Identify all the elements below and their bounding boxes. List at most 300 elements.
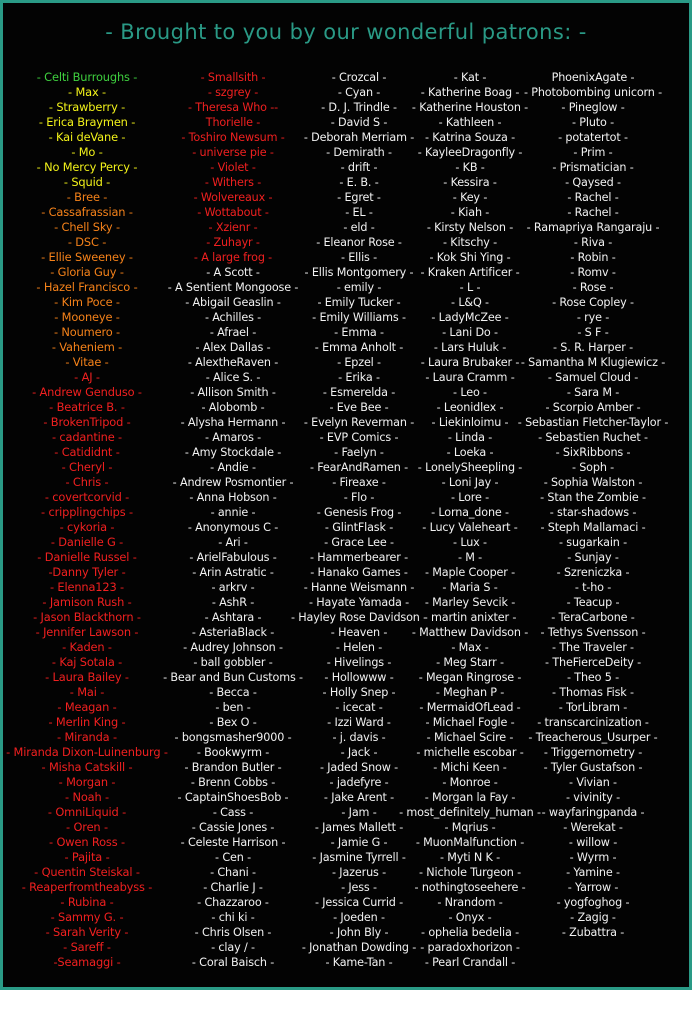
patron-name: - Merlin King - (48, 715, 126, 729)
patron-name: - Achilles - (204, 311, 262, 324)
patron-name: - Hanako Games - (310, 566, 408, 579)
patron-name: - Chris Olsen - (194, 926, 272, 939)
patron-name: - Elenna123 - (49, 580, 125, 594)
patron-name: - Misha Catskill - (41, 760, 133, 774)
patron-name: - CaptainShoesBob - (177, 791, 289, 804)
patron-name: - transcarcinization - (537, 716, 649, 729)
patron-name: - Noumero - (53, 325, 121, 339)
patron-name: - Strawberry - (48, 100, 126, 114)
patron-name: - Alysha Hermann - (180, 416, 286, 429)
patron-name: - Kessira - (443, 176, 497, 189)
patron-name: - LonelySheepling - (417, 461, 523, 474)
patron-name: - Anna Hobson - (189, 491, 277, 504)
patron-name: - Lorna_done - (431, 506, 509, 519)
patron-name: - Kaj Sotala - (51, 655, 123, 669)
patron-name: - ben - (215, 701, 251, 714)
patron-name: - Onyx - (448, 911, 492, 924)
patron-name: - Brandon Butler - (184, 761, 282, 774)
patron-name: - Jack - (340, 746, 378, 759)
patron-name: - Brenn Cobbs - (190, 776, 276, 789)
patron-name: - Ramapriya Rangaraju - (526, 221, 660, 234)
patron-name: - A Scott - (206, 266, 260, 279)
patron-name: - potatertot - (558, 131, 628, 144)
patron-name: - Hayley Rose Davidson - (290, 611, 428, 624)
patron-name: - Leo - (453, 386, 487, 399)
patron-name: - Stan the Zombie - (540, 491, 646, 504)
patron-name: - Nichole Turgeon - (419, 866, 521, 879)
patron-name: - Chazzaroo - (197, 896, 269, 909)
patron-name: - Meg Starr - (436, 656, 504, 669)
patron-name: - Nrandom - (437, 896, 503, 909)
patron-name: - Jasmine Tyrrell - (312, 851, 406, 864)
patron-name: - Demirath - (326, 146, 392, 159)
patron-name: - Faelyn - (334, 446, 384, 459)
patron-name: - Sophia Walston - (543, 476, 643, 489)
patron-name: - Andrew Genduso - (32, 385, 142, 399)
patron-name: - Chris - (65, 475, 109, 489)
patron-name: - Matthew Davidson - (411, 626, 529, 639)
patron-name: - Sebastian Fletcher-Taylor - (517, 416, 669, 429)
patron-name: - Hivelings - (326, 656, 392, 669)
patron-name: - Chani - (210, 866, 256, 879)
patron-name: - Mo - (71, 145, 103, 159)
patron-name: - Maria S - (442, 581, 498, 594)
patron-name: - Katherine Houston - (411, 101, 529, 114)
patron-name: - cripplingchips - (41, 505, 133, 519)
patron-name: - A Sentient Mongoose - (167, 281, 299, 294)
patron-name: - Morgan - (58, 775, 116, 789)
patron-name: - Erica Braymen - (38, 115, 136, 129)
patron-name: - Zubattra - (561, 926, 625, 939)
patron-name: - annie - (210, 506, 256, 519)
patron-name: - Wolvereaux - (193, 191, 273, 204)
patron-name: - Katrina Souza - (425, 131, 515, 144)
patron-name: - Cen - (215, 851, 251, 864)
patron-name: - rye - (576, 311, 610, 324)
patron-name: - Marley Sevcik - (424, 596, 516, 609)
patron-name: - Withers - (204, 176, 262, 189)
patron-name: - Hollowww - (324, 671, 394, 684)
patron-name: - Laura Brubaker - (420, 356, 520, 369)
patron-name: - Charlie J - (203, 881, 263, 894)
patron-name: - Izzi Ward - (327, 716, 391, 729)
patron-name: - nothingtoseehere - (414, 881, 526, 894)
patron-name: - Kitschy - (442, 236, 498, 249)
patron-name: - Helen - (335, 641, 383, 654)
patron-name: - Leonidlex - (436, 401, 504, 414)
patron-name: - Ellie Sweeney - (41, 250, 133, 264)
patron-name: - TorLibram - (558, 701, 628, 714)
patron-name: - Jamison Rush - (42, 595, 132, 609)
patron-name: - Alobomb - (201, 401, 265, 414)
patron-name: - Emma Anholt - (314, 341, 404, 354)
patron-name: -Danny Tyler - (48, 565, 126, 579)
patron-name: - The Traveler - (552, 641, 634, 654)
patron-name: - Michi Keen - (433, 761, 507, 774)
patron-name: - Bex O - (209, 716, 257, 729)
patron-name: - Megan Ringrose - (418, 671, 522, 684)
patron-name: - Bree - (66, 190, 108, 204)
patron-name: - Jaded Snow - (319, 761, 399, 774)
patron-name: - Afrael - (209, 326, 257, 339)
patron-name: - szgrey - (207, 86, 259, 99)
patron-name: - Jess - (341, 881, 377, 894)
patron-name: - Quentin Steiskal - (34, 865, 140, 879)
patron-name: - Michael Scire - (426, 731, 514, 744)
patron-name: - D. J. Trindle - (321, 101, 397, 114)
patron-name: - Loni Jay - (441, 476, 499, 489)
patron-name: - Kathleen - (438, 116, 502, 129)
patron-name: - Jonathan Dowding - (301, 941, 417, 954)
patron-name: - Kraken Artificer - (420, 266, 520, 279)
patron-name: - Lani Do - (442, 326, 498, 339)
patron-name: - A large frog - (193, 251, 273, 264)
patron-name: - Myti N K - (440, 851, 500, 864)
patron-name: - Coral Baisch - (191, 956, 275, 969)
patron-name: - Mqrius - (444, 821, 496, 834)
patron-name: - ArielFabulous - (189, 551, 277, 564)
patron-name: - Kai deVane - (48, 130, 126, 144)
patron-name: - Rubina - (60, 895, 114, 909)
patron-name: - Beatrice B. - (49, 400, 125, 414)
patron-name: - BrokenTripod - (43, 415, 131, 429)
patron-name: - Celti Burroughs - (36, 70, 138, 84)
patron-name: - Andie - (210, 461, 256, 474)
patron-name: - Sara M - (566, 386, 620, 399)
patron-name: - Jazerus - (332, 866, 386, 879)
patron-name: - James Mallett - (314, 821, 404, 834)
patron-name: - Jake Arent - (323, 791, 395, 804)
patron-name: - Theo 5 - (566, 671, 619, 684)
patron-name: - cadantine - (51, 430, 123, 444)
patron-name: - Kat - (453, 71, 487, 84)
patron-name: - John Bly - (329, 926, 389, 939)
patron-name: - OmniLiquid - (47, 805, 127, 819)
patron-name: - Emily Williams - (312, 311, 406, 324)
patron-name: - Kiah - (450, 206, 490, 219)
patron-name: - Scorpio Amber - (545, 401, 641, 414)
patron-name: - yogfoghog - (556, 896, 630, 909)
patron-name: - TeraCarbone - (551, 611, 635, 624)
patron-name: - Jason Blackthorn - (33, 610, 141, 624)
patron-name: - Ashtara - (204, 611, 262, 624)
patron-name: - Genesis Frog - (316, 506, 402, 519)
patron-name: - MuonMalfunction - (415, 836, 525, 849)
patron-name: - Gloria Guy - (50, 265, 124, 279)
patron-name: - emily - (336, 281, 382, 294)
patron-name: - Cassafrassian - (41, 205, 133, 219)
patron-name: - AlextheRaven - (187, 356, 279, 369)
patron-name: - Linda - (447, 431, 493, 444)
patron-name: - Bookwyrm - (196, 746, 270, 759)
patron-name: - FearAndRamen - (309, 461, 409, 474)
patron-column-5 (518, 70, 668, 940)
patron-name: - Sunjay - (567, 551, 619, 564)
patron-name: - Crozcal - (331, 71, 387, 84)
patron-name: - Erika - (338, 371, 380, 384)
patron-name: - bongsmasher9000 - (174, 731, 292, 744)
patron-name: - SixRibbons - (555, 446, 631, 459)
patron-name: - Hazel Francisco - (36, 280, 138, 294)
patron-name: - Celeste Harrison - (180, 836, 286, 849)
patron-name: - Key - (452, 191, 488, 204)
patron-name: - Yarrow - (567, 881, 619, 894)
patron-name: - Toshiro Newsum - (181, 131, 285, 144)
patron-name: - Werekat - (563, 821, 623, 834)
patron-name: - Lore - (450, 491, 490, 504)
credits-panel (3, 3, 689, 987)
patron-name: - t-ho - (574, 581, 612, 594)
patron-name: - No Mercy Percy - (36, 160, 138, 174)
patron-name: - martin anixter - (423, 611, 517, 624)
patron-name: - Esmerelda - (322, 386, 396, 399)
patron-name: - drift - (340, 161, 378, 174)
patron-name: - sugarkain - (558, 536, 628, 549)
patron-name: - Lux - (453, 536, 487, 549)
patron-name: - GlintFlask - (324, 521, 394, 534)
patron-name: - Sarah Verity - (45, 925, 129, 939)
patron-name: - AJ - (74, 370, 100, 384)
patron-name: - Allison Smith - (190, 386, 276, 399)
patron-name: - Steph Mallamaci - (540, 521, 646, 534)
patron-name: - Amaros - (204, 431, 262, 444)
patron-name: - Samuel Cloud - (547, 371, 639, 384)
patron-name: - Flo - (343, 491, 375, 504)
patron-name: - Samantha M Klugiewicz - (520, 356, 666, 369)
patron-name: - Owen Ross - (49, 835, 125, 849)
patron-name: - E. B. - (339, 176, 379, 189)
patron-name: - Danielle G - (50, 535, 124, 549)
patron-name: - Miranda - (57, 730, 117, 744)
patron-name: - chi ki - (211, 911, 255, 924)
patron-name: - j. davis - (332, 731, 386, 744)
patron-name: - Maple Cooper - (424, 566, 516, 579)
patron-name: - Hanne Weismann - (303, 581, 415, 594)
patron-name: - Ellis - (340, 251, 378, 264)
patron-name: - Kok Shi Ying - (429, 251, 511, 264)
patron-name: - KB - (455, 161, 485, 174)
patron-name: - covertcorvid - (44, 490, 130, 504)
patron-name: - vivinity - (565, 791, 621, 804)
patron-name: - Thomas Fisk - (552, 686, 634, 699)
patron-name: - S F - (577, 326, 609, 339)
patron-name: - Sareff - (63, 940, 111, 954)
patron-name: - Liekinloimu - (431, 416, 509, 429)
patron-name: - michelle escobar - (416, 746, 524, 759)
patron-name: - Cass - (212, 806, 254, 819)
patron-name: - S. R. Harper - (553, 341, 633, 354)
patron-name: - Sammy G. - (50, 910, 124, 924)
patron-name: - Evelyn Reverman - (303, 416, 415, 429)
patron-name: - Kame-Tan - (325, 956, 393, 969)
patron-name: - Pearl Crandall - (424, 956, 516, 969)
patron-name: - Violet - (210, 161, 256, 174)
patron-name: - Max - (68, 85, 106, 99)
patron-name: - Laura Cramm - (425, 371, 515, 384)
patron-column-2 (160, 70, 306, 970)
patron-name: - icecat - (335, 701, 383, 714)
patron-name: - Joeden - (333, 911, 385, 924)
patron-name: - Pineglow - (561, 101, 625, 114)
patron-name: - Mai - (69, 685, 105, 699)
patron-name: - Cassie Jones - (191, 821, 275, 834)
patron-name: - Riva - (573, 236, 613, 249)
patron-name: - Romv - (570, 266, 616, 279)
patron-name: - Pluto - (571, 116, 614, 129)
patron-name: - jadefyre - (329, 776, 389, 789)
patron-name: - Wyrm - (569, 851, 617, 864)
patron-name: - cykoria - (59, 520, 115, 534)
patron-name: - Tyler Gustafson - (543, 761, 643, 774)
patron-name: - Zuhayr - (206, 236, 260, 249)
patron-name: - willow - (568, 836, 618, 849)
patron-name: - Loeka - (446, 446, 494, 459)
patron-name: - Yamine - (566, 866, 620, 879)
patron-name: - Vivian - (569, 776, 617, 789)
patron-name: PhoenixAgate - (551, 71, 635, 84)
patron-name: - Prismatician - (552, 161, 634, 174)
patron-name: - Sebastien Ruchet - (538, 431, 648, 444)
patron-name: - Eleanor Rose - (316, 236, 402, 249)
patron-name: - Teacup - (566, 596, 620, 609)
patron-name: - Danielle Russel - (37, 550, 137, 564)
patron-name: - Vaheniem - (51, 340, 123, 354)
patron-name: - universe pie - (192, 146, 274, 159)
patron-name: - Alice S. - (205, 371, 261, 384)
credits-title: - Brought to you by our wonderful patrons: - (105, 20, 587, 44)
patron-name: - MermaidOfLead - (419, 701, 521, 714)
patron-name: - Treacherous_Usurper - (528, 731, 658, 744)
patron-name: - Emma - (334, 326, 384, 339)
patron-name: - Kirsty Nelson - (426, 221, 514, 234)
patron-name: - David S - (330, 116, 388, 129)
patron-name: - Reaperfromtheabyss - (21, 880, 153, 894)
patron-name: - Chell Sky - (54, 220, 120, 234)
patron-name: - Abigail Geaslin - (185, 296, 281, 309)
patron-name: - Mooneye - (54, 310, 120, 324)
patron-name: - Grace Lee - (324, 536, 394, 549)
patron-name: - Hayate Yamada - (308, 596, 410, 609)
patron-name: - Cheryl - (61, 460, 113, 474)
patron-name: - Jessica Currid - (314, 896, 404, 909)
patron-name: - Kaden - (62, 640, 112, 654)
patron-name: - Vitae - (65, 355, 109, 369)
patron-name: - ophelia bedelia - (421, 926, 519, 939)
patron-name: - AshR - (211, 596, 255, 609)
patron-name: - Egret - (337, 191, 381, 204)
patron-name: - Michael Fogle - (425, 716, 515, 729)
patron-name: - Prim - (573, 146, 613, 159)
patron-name: - Hammerbearer - (309, 551, 408, 564)
patron-name: - Noah - (65, 790, 109, 804)
patron-name: - KayleeDragonfly - (417, 146, 523, 159)
patron-name: - Jennifer Lawson - (35, 625, 139, 639)
patron-name: - most_definitely_human - (399, 806, 541, 819)
patron-name: - Laura Bailey - (45, 670, 129, 684)
patron-name: - Triggernometry - (543, 746, 643, 759)
patron-name: - Jamie G - (330, 836, 388, 849)
patron-name: - Audrey Johnson - (183, 641, 283, 654)
patron-name: -Seamaggi - (53, 955, 121, 969)
patron-name: - Anonymous C - (187, 521, 279, 534)
patron-name: - EVP Comics - (319, 431, 399, 444)
patron-name: - Morgan la Fay - (424, 791, 516, 804)
patron-name: - Katherine Boag - (420, 86, 520, 99)
patron-name: - Cyan - (337, 86, 381, 99)
patron-name: - Heaven - (330, 626, 388, 639)
patron-name: - Amy Stockdale - (184, 446, 282, 459)
patron-name: - Becca - (209, 686, 257, 699)
patron-name: - ball gobbler - (193, 656, 273, 669)
patron-name: - Lars Huluk - (433, 341, 507, 354)
patron-name: - Pajita - (64, 850, 110, 864)
patron-name: - Szreniczka - (556, 566, 630, 579)
patron-name: - Fireaxe - (332, 476, 386, 489)
patron-name: - Eve Bee - (329, 401, 389, 414)
patron-name: - Max - (451, 641, 489, 654)
patron-name: - Robin - (570, 251, 616, 264)
patron-column-1 (3, 70, 172, 970)
patron-name: - Alex Dallas - (195, 341, 271, 354)
patron-name: - clay / - (211, 941, 255, 954)
patron-name: - Zagig - (570, 911, 616, 924)
patron-name: - Bear and Bun Customs - (163, 671, 303, 684)
patron-name: - Catididnt - (54, 445, 120, 459)
patron-name: - L - (459, 281, 481, 294)
patron-name: - M - (457, 551, 483, 564)
patron-name: - arkrv - (211, 581, 255, 594)
patron-name: - Epzel - (337, 356, 381, 369)
patron-name: - Qaysed - (565, 176, 621, 189)
patron-name: - Emily Tucker - (317, 296, 401, 309)
patron-name: - Rose - (572, 281, 614, 294)
patron-name: - Miranda Dixon-Luinenburg - (6, 745, 168, 759)
patron-name: - Rachel - (567, 191, 619, 204)
patron-name: - DSC - (67, 235, 107, 249)
patron-name: - Ellis Montgomery - (304, 266, 414, 279)
patron-name: - Theresa Who -- (187, 101, 279, 114)
patron-name: - Soph - (571, 461, 615, 474)
patron-name: - TheFierceDeity - (545, 656, 641, 669)
patron-name: - Meagan - (57, 700, 117, 714)
patron-name: - Wottabout - (197, 206, 269, 219)
patron-name: - Jam - (341, 806, 377, 819)
patron-name: - Kim Poce - (54, 295, 120, 309)
patron-name: - Rachel - (567, 206, 619, 219)
patron-name: - Meghan P - (435, 686, 505, 699)
patron-name: - Oren - (66, 820, 108, 834)
patron-name: - L&Q - (451, 296, 489, 309)
patron-name: - Tethys Svensson - (540, 626, 646, 639)
patron-name: - Rose Copley - (552, 296, 634, 309)
patron-name: - Xzienr - (208, 221, 258, 234)
patron-name: - eld - (343, 221, 375, 234)
patron-name: - Squid - (63, 175, 111, 189)
patron-name: Thorielle - (205, 116, 261, 129)
patron-name: - Holly Snep - (322, 686, 396, 699)
patron-name: - Ari - (218, 536, 248, 549)
patron-name: - star-shadows - (549, 506, 637, 519)
patron-name: - Photobombing unicorn - (523, 86, 663, 99)
patron-name: - Lucy Valeheart - (422, 521, 518, 534)
patron-name: - Arin Astratic - (192, 566, 274, 579)
patron-name: - Smallsith - (200, 71, 266, 84)
patron-name: - AsteriaBlack - (191, 626, 275, 639)
patron-name: - wayfaringpanda - (541, 806, 645, 819)
patron-name: - paradoxhorizon - (420, 941, 520, 954)
patron-name: - LadyMcZee - (431, 311, 509, 324)
patron-name: - Andrew Posmontier - (172, 476, 294, 489)
